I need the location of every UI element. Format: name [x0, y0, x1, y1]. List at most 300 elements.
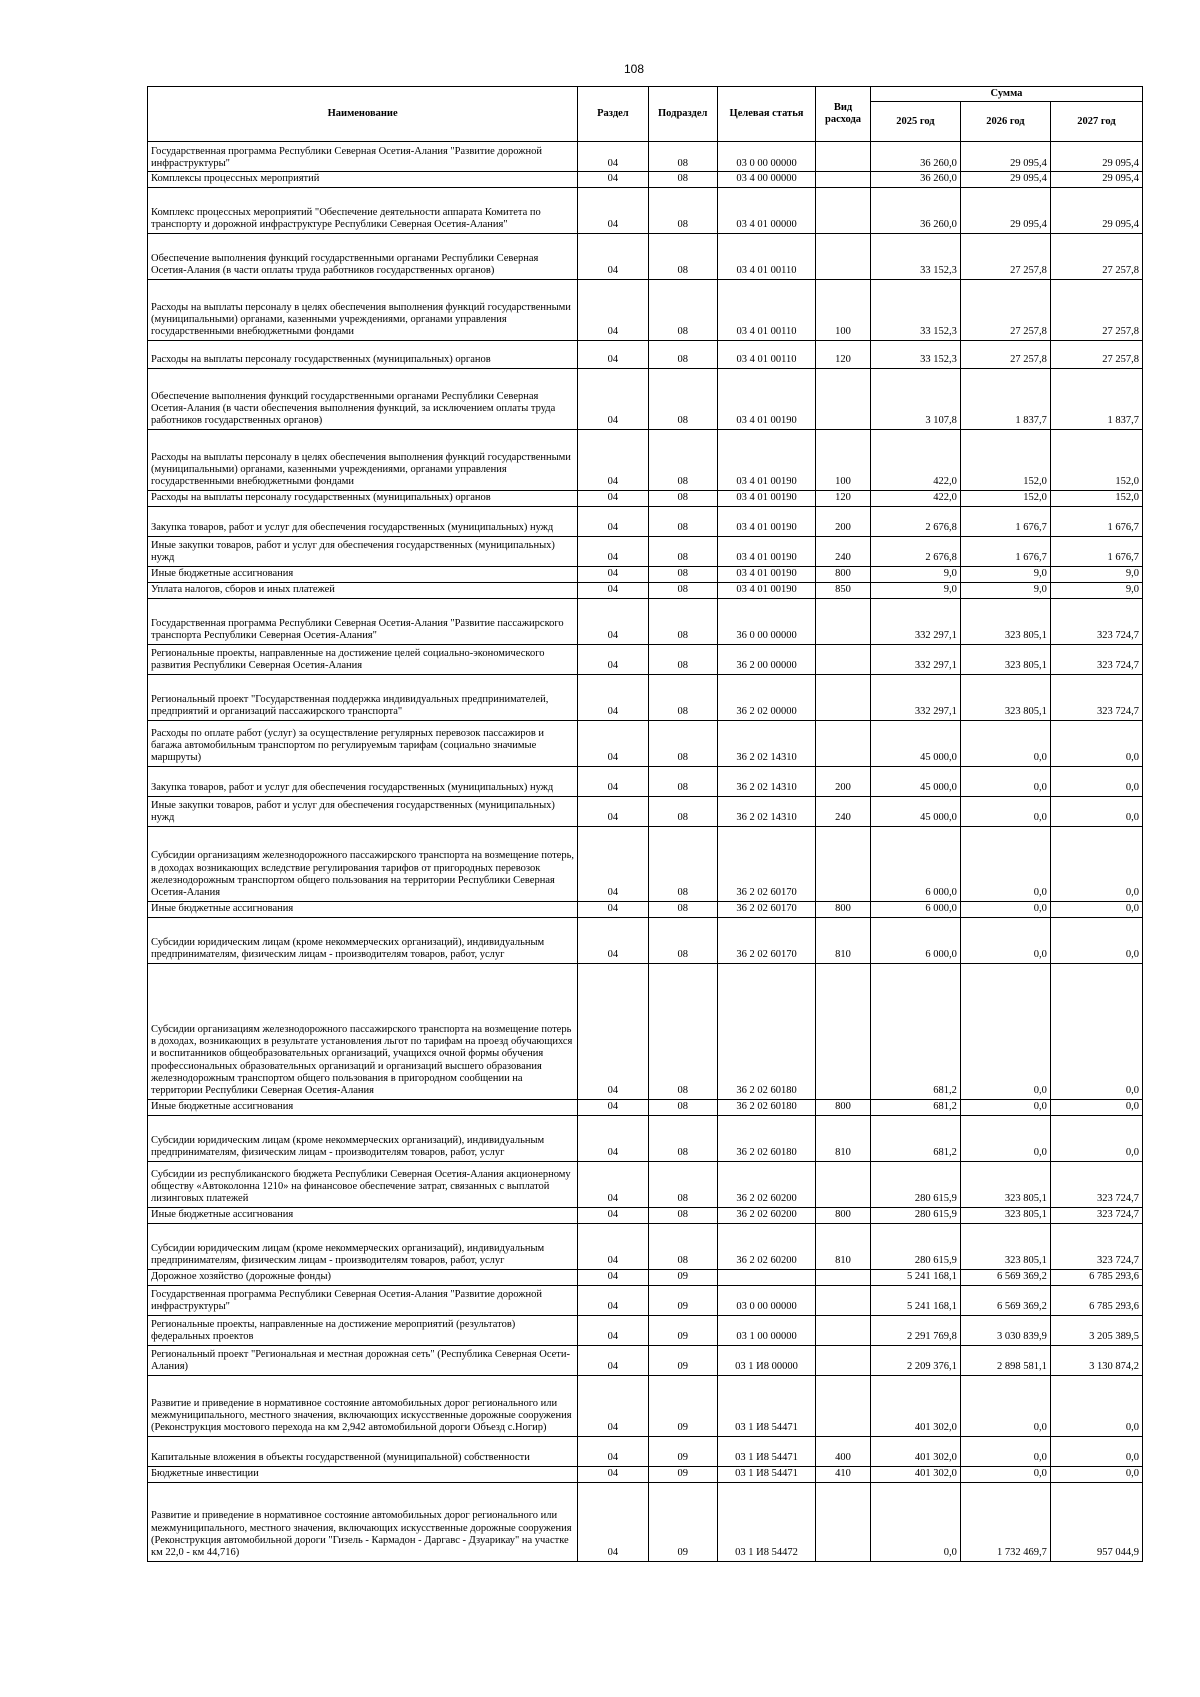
row-name: Расходы на выплаты персоналу в целях обеспечения выполнения функций государственными (муниципальными) органами, казенными учреждениями, органами управления государственными внебюджетными фондами: [148, 429, 578, 490]
row-2025: 422,0: [870, 490, 960, 506]
row-2027: 3 130 874,2: [1050, 1345, 1142, 1375]
row-subsection: 08: [648, 1223, 717, 1269]
row-subsection: 08: [648, 429, 717, 490]
table-row: [148, 172, 1143, 187]
row-name: Государственная программа Республики Северная Осетия-Алания "Развитие дорожной инфраструктуры": [148, 142, 578, 172]
row-2026: 6 569 369,2: [960, 1269, 1050, 1285]
row-2025: 6 000,0: [870, 901, 960, 917]
row-2026: 0,0: [960, 901, 1050, 917]
row-target: 03 4 01 00110: [717, 340, 815, 368]
row-name: Субсидии юридическим лицам (кроме некоммерческих организаций), индивидуальным предпринимателям, физическим лицам - производителям товаров, работ, услуг: [148, 917, 578, 963]
row-2027: 152,0: [1050, 429, 1142, 490]
row-2026: 323 805,1: [960, 598, 1050, 644]
row-subsection: 08: [648, 279, 717, 340]
row-2025: 2 209 376,1: [870, 1345, 960, 1375]
row-target: 03 4 01 00190: [717, 566, 815, 582]
row-2025: 401 302,0: [870, 1375, 960, 1436]
row-subsection: 08: [648, 536, 717, 566]
row-section: 04: [578, 506, 648, 536]
row-subsection: 09: [648, 1285, 717, 1315]
row-2026: 323 805,1: [960, 1161, 1050, 1207]
row-2027: 0,0: [1050, 1099, 1142, 1115]
row-2025: 9,0: [870, 566, 960, 582]
row-name: Иные закупки товаров, работ и услуг для обеспечения государственных (муниципальных) нужд: [148, 536, 578, 566]
table-row: [148, 766, 1143, 796]
table-row: [148, 674, 1143, 720]
row-2027: 0,0: [1050, 1466, 1142, 1482]
row-expense-type: [816, 368, 871, 429]
row-2026: 1 676,7: [960, 536, 1050, 566]
row-section: 04: [578, 826, 648, 901]
row-name: Иные бюджетные ассигнования: [148, 566, 578, 582]
row-2026: 0,0: [960, 1115, 1050, 1161]
row-subsection: 09: [648, 1375, 717, 1436]
row-name: Региональные проекты, направленные на достижение целей социально-экономического развития Республики Северная Осетия-Алания: [148, 644, 578, 674]
row-2027: 0,0: [1050, 766, 1142, 796]
header-sum: Сумма: [870, 87, 1142, 102]
budget-table: [147, 86, 1143, 1562]
row-section: 04: [578, 233, 648, 279]
row-name: Закупка товаров, работ и услуг для обеспечения государственных (муниципальных) нужд: [148, 766, 578, 796]
row-subsection: 08: [648, 644, 717, 674]
table-row: [148, 1115, 1143, 1161]
row-expense-type: [816, 644, 871, 674]
row-subsection: 09: [648, 1436, 717, 1466]
row-expense-type: [816, 1285, 871, 1315]
row-target: 03 4 01 00190: [717, 536, 815, 566]
row-section: 04: [578, 566, 648, 582]
row-name: Уплата налогов, сборов и иных платежей: [148, 582, 578, 598]
table-row: [148, 917, 1143, 963]
row-section: 04: [578, 1207, 648, 1223]
row-target: 36 2 00 00000: [717, 644, 815, 674]
row-2025: 280 615,9: [870, 1161, 960, 1207]
row-2027: 1 676,7: [1050, 506, 1142, 536]
row-target: 03 0 00 00000: [717, 1285, 815, 1315]
header-section: Раздел: [578, 87, 648, 142]
row-expense-type: [816, 1345, 871, 1375]
row-2027: 29 095,4: [1050, 172, 1142, 187]
row-subsection: 08: [648, 172, 717, 187]
row-target: 36 2 02 60170: [717, 901, 815, 917]
table-row: [148, 233, 1143, 279]
row-2025: 5 241 168,1: [870, 1269, 960, 1285]
table-row: [148, 429, 1143, 490]
row-2025: 280 615,9: [870, 1207, 960, 1223]
row-2026: 1 837,7: [960, 368, 1050, 429]
row-2025: 332 297,1: [870, 674, 960, 720]
header-2027: 2027 год: [1050, 102, 1142, 142]
row-section: 04: [578, 187, 648, 233]
row-2027: 323 724,7: [1050, 644, 1142, 674]
row-2027: 0,0: [1050, 1115, 1142, 1161]
row-2025: 0,0: [870, 1482, 960, 1561]
row-2026: 0,0: [960, 766, 1050, 796]
row-target: 36 2 02 60170: [717, 826, 815, 901]
row-2027: 1 837,7: [1050, 368, 1142, 429]
row-subsection: 09: [648, 1482, 717, 1561]
row-section: 04: [578, 1436, 648, 1466]
table-row: [148, 1436, 1143, 1466]
row-2025: 45 000,0: [870, 766, 960, 796]
row-2026: 6 569 369,2: [960, 1285, 1050, 1315]
row-2025: 681,2: [870, 1115, 960, 1161]
row-2027: 27 257,8: [1050, 340, 1142, 368]
row-2025: 3 107,8: [870, 368, 960, 429]
row-section: 04: [578, 1285, 648, 1315]
row-2025: 33 152,3: [870, 279, 960, 340]
row-2027: 323 724,7: [1050, 1161, 1142, 1207]
row-name: Иные бюджетные ассигнования: [148, 1099, 578, 1115]
row-section: 04: [578, 536, 648, 566]
row-section: 04: [578, 1099, 648, 1115]
table-row: [148, 1315, 1143, 1345]
row-target: 03 4 01 00190: [717, 429, 815, 490]
row-2026: 0,0: [960, 1099, 1050, 1115]
row-expense-type: [816, 1375, 871, 1436]
table-row: [148, 566, 1143, 582]
row-2027: 323 724,7: [1050, 1223, 1142, 1269]
table-row: [148, 720, 1143, 766]
row-2025: 401 302,0: [870, 1436, 960, 1466]
row-section: 04: [578, 1482, 648, 1561]
row-section: 04: [578, 1223, 648, 1269]
row-2026: 0,0: [960, 796, 1050, 826]
row-subsection: 08: [648, 720, 717, 766]
row-expense-type: [816, 187, 871, 233]
row-target: 03 4 01 00000: [717, 187, 815, 233]
row-2026: 0,0: [960, 826, 1050, 901]
table-header: [148, 87, 1143, 142]
row-name: Капитальные вложения в объекты государственной (муниципальной) собственности: [148, 1436, 578, 1466]
row-2025: 45 000,0: [870, 796, 960, 826]
row-target: 36 2 02 60200: [717, 1207, 815, 1223]
row-name: Бюджетные инвестиции: [148, 1466, 578, 1482]
row-expense-type: [816, 720, 871, 766]
row-expense-type: 810: [816, 1223, 871, 1269]
row-2027: 29 095,4: [1050, 187, 1142, 233]
row-subsection: 08: [648, 674, 717, 720]
row-name: Государственная программа Республики Северная Осетия-Алания "Развитие дорожной инфраструктуры": [148, 1285, 578, 1315]
row-expense-type: [816, 172, 871, 187]
row-subsection: 08: [648, 506, 717, 536]
row-name: Развитие и приведение в нормативное состояние автомобильных дорог регионального или межмуниципального, местного значения, включающих искусственные дорожные сооружения (Реконструкция мостового перехода на км 2,942 автомобильной дороги Объезд с.Ногир): [148, 1375, 578, 1436]
row-2027: 0,0: [1050, 901, 1142, 917]
row-subsection: 08: [648, 566, 717, 582]
row-name: Субсидии организациям железнодорожного пассажирского транспорта на возмещение потерь в доходах, возникающих в результате установления льгот по тарифам на проезд обучающихся и воспитанников общеобразовательных организаций, учащихся очной формы обучения профессиональных образовательных организаций и организаций высшего образования железнодорожным транспортом общего пользования в пригородном сообщении на территории Республики Северная Осетия-Алания: [148, 963, 578, 1099]
row-2026: 27 257,8: [960, 233, 1050, 279]
row-target: 36 2 02 60180: [717, 963, 815, 1099]
table-body: [148, 142, 1143, 1561]
table-row: [148, 796, 1143, 826]
row-target: 36 2 02 14310: [717, 720, 815, 766]
row-2027: 0,0: [1050, 1436, 1142, 1466]
row-2026: 1 676,7: [960, 506, 1050, 536]
row-expense-type: [816, 1482, 871, 1561]
row-subsection: 08: [648, 1115, 717, 1161]
row-2027: 27 257,8: [1050, 279, 1142, 340]
row-2027: 1 676,7: [1050, 536, 1142, 566]
row-2025: 280 615,9: [870, 1223, 960, 1269]
row-2027: 0,0: [1050, 963, 1142, 1099]
row-expense-type: 810: [816, 1115, 871, 1161]
row-subsection: 08: [648, 1161, 717, 1207]
row-subsection: 08: [648, 796, 717, 826]
row-2025: 5 241 168,1: [870, 1285, 960, 1315]
row-name: Расходы на выплаты персоналу государственных (муниципальных) органов: [148, 490, 578, 506]
row-section: 04: [578, 1315, 648, 1345]
row-subsection: 08: [648, 142, 717, 172]
row-expense-type: [816, 142, 871, 172]
row-name: Субсидии организациям железнодорожного пассажирского транспорта на возмещение потерь, в доходах возникающих вследствие регулирования тарифов от пригородных перевозок железнодорожным транспортом общего пользования на территории Республики Северная Осетия-Алания: [148, 826, 578, 901]
row-target: 03 1 И8 54471: [717, 1466, 815, 1482]
row-section: 04: [578, 1345, 648, 1375]
row-name: Иные закупки товаров, работ и услуг для обеспечения государственных (муниципальных) нужд: [148, 796, 578, 826]
row-subsection: 08: [648, 368, 717, 429]
row-expense-type: 100: [816, 279, 871, 340]
row-name: Комплекс процессных мероприятий "Обеспечение деятельности аппарата Комитета по транспорту и дорожной инфраструктуре Республики Северная Осетия-Алания": [148, 187, 578, 233]
row-2026: 0,0: [960, 917, 1050, 963]
row-name: Расходы по оплате работ (услуг) за осуществление регулярных перевозок пассажиров и багажа автомобильным транспортом по регулируемым тарифам (социально значимые маршруты): [148, 720, 578, 766]
table-row: [148, 368, 1143, 429]
row-2027: 3 205 389,5: [1050, 1315, 1142, 1345]
page-number: 108: [623, 62, 645, 76]
row-expense-type: 800: [816, 1099, 871, 1115]
row-2027: 152,0: [1050, 490, 1142, 506]
header-target: Целевая статья: [717, 87, 815, 142]
table-row: [148, 1285, 1143, 1315]
table-row: [148, 1207, 1143, 1223]
row-2025: 332 297,1: [870, 598, 960, 644]
row-target: 03 4 01 00190: [717, 506, 815, 536]
row-2027: 6 785 293,6: [1050, 1269, 1142, 1285]
row-section: 04: [578, 963, 648, 1099]
row-2026: 27 257,8: [960, 279, 1050, 340]
row-2026: 29 095,4: [960, 142, 1050, 172]
row-section: 04: [578, 917, 648, 963]
row-name: Региональные проекты, направленные на достижение мероприятий (результатов) федеральных проектов: [148, 1315, 578, 1345]
row-name: Государственная программа Республики Северная Осетия-Алания "Развитие пассажирского транспорта Республики Северная Осетия-Алания": [148, 598, 578, 644]
table-row: [148, 506, 1143, 536]
row-section: 04: [578, 1375, 648, 1436]
header-subsection: Подраздел: [648, 87, 717, 142]
row-expense-type: [816, 1161, 871, 1207]
row-2026: 152,0: [960, 490, 1050, 506]
row-subsection: 09: [648, 1269, 717, 1285]
row-expense-type: 200: [816, 506, 871, 536]
row-subsection: 08: [648, 901, 717, 917]
row-expense-type: [816, 233, 871, 279]
row-target: 03 4 01 00110: [717, 279, 815, 340]
row-expense-type: 240: [816, 536, 871, 566]
row-expense-type: 120: [816, 340, 871, 368]
row-target: 36 2 02 60170: [717, 917, 815, 963]
header-2025: 2025 год: [870, 102, 960, 142]
table-row: [148, 1345, 1143, 1375]
row-subsection: 08: [648, 917, 717, 963]
row-2027: 323 724,7: [1050, 598, 1142, 644]
row-name: Региональный проект "Региональная и местная дорожная сеть" (Республика Северная Осети-Алания): [148, 1345, 578, 1375]
header-2026: 2026 год: [960, 102, 1050, 142]
row-section: 04: [578, 429, 648, 490]
row-2025: 332 297,1: [870, 644, 960, 674]
row-name: Субсидии юридическим лицам (кроме некоммерческих организаций), индивидуальным предпринимателям, физическим лицам - производителям товаров, работ, услуг: [148, 1115, 578, 1161]
row-name: Закупка товаров, работ и услуг для обеспечения государственных (муниципальных) нужд: [148, 506, 578, 536]
row-2027: 29 095,4: [1050, 142, 1142, 172]
table-row: [148, 582, 1143, 598]
row-2026: 0,0: [960, 1466, 1050, 1482]
row-section: 04: [578, 490, 648, 506]
row-target: 03 4 01 00190: [717, 368, 815, 429]
row-subsection: 08: [648, 826, 717, 901]
row-target: 36 2 02 14310: [717, 796, 815, 826]
row-2026: 323 805,1: [960, 1223, 1050, 1269]
row-name: Развитие и приведение в нормативное состояние автомобильных дорог регионального или межмуниципального, местного значения, включающих искусственные дорожные сооружения (Реконструкция автомобильной дороги "Гизель - Кармадон - Даргавс - Дзуарикау" на участке км 22,0 - км 44,716): [148, 1482, 578, 1561]
row-subsection: 08: [648, 1207, 717, 1223]
row-name: Обеспечение выполнения функций государственными органами Республики Северная Осетия-Алания (в части оплаты труда работников государственных органов): [148, 233, 578, 279]
row-target: 36 2 02 60180: [717, 1115, 815, 1161]
table-row: [148, 901, 1143, 917]
row-2025: 2 676,8: [870, 536, 960, 566]
row-2025: 36 260,0: [870, 142, 960, 172]
row-2027: 6 785 293,6: [1050, 1285, 1142, 1315]
table-row: [148, 963, 1143, 1099]
row-2026: 323 805,1: [960, 674, 1050, 720]
row-expense-type: 800: [816, 901, 871, 917]
row-subsection: 08: [648, 963, 717, 1099]
table-row: [148, 142, 1143, 172]
row-subsection: 08: [648, 340, 717, 368]
row-2026: 0,0: [960, 1375, 1050, 1436]
row-name: Обеспечение выполнения функций государственными органами Республики Северная Осетия-Алания (в части обеспечения выполнения функций, за исключением оплаты труда работников государственных органов): [148, 368, 578, 429]
row-2025: 6 000,0: [870, 917, 960, 963]
row-expense-type: [816, 963, 871, 1099]
row-section: 04: [578, 1161, 648, 1207]
row-2027: 0,0: [1050, 917, 1142, 963]
row-2025: 681,2: [870, 963, 960, 1099]
row-2026: 27 257,8: [960, 340, 1050, 368]
row-subsection: 08: [648, 598, 717, 644]
row-name: Субсидии юридическим лицам (кроме некоммерческих организаций), индивидуальным предпринимателям, физическим лицам - производителям товаров, работ, услуг: [148, 1223, 578, 1269]
table-row: [148, 536, 1143, 566]
row-subsection: 08: [648, 582, 717, 598]
row-target: 03 4 01 00110: [717, 233, 815, 279]
row-2027: 957 044,9: [1050, 1482, 1142, 1561]
row-2027: 9,0: [1050, 582, 1142, 598]
row-expense-type: 800: [816, 1207, 871, 1223]
row-2026: 152,0: [960, 429, 1050, 490]
row-section: 04: [578, 796, 648, 826]
row-name: Комплексы процессных мероприятий: [148, 172, 578, 187]
row-subsection: 08: [648, 187, 717, 233]
row-2026: 3 030 839,9: [960, 1315, 1050, 1345]
row-name: Дорожное хозяйство (дорожные фонды): [148, 1269, 578, 1285]
row-2026: 323 805,1: [960, 1207, 1050, 1223]
row-target: 03 4 01 00190: [717, 490, 815, 506]
row-2027: 0,0: [1050, 796, 1142, 826]
row-2025: 33 152,3: [870, 233, 960, 279]
row-2027: 323 724,7: [1050, 1207, 1142, 1223]
row-expense-type: [816, 674, 871, 720]
table-row: [148, 598, 1143, 644]
row-target: 36 2 02 60200: [717, 1223, 815, 1269]
row-2026: 0,0: [960, 1436, 1050, 1466]
row-expense-type: 810: [816, 917, 871, 963]
row-expense-type: 410: [816, 1466, 871, 1482]
row-expense-type: [816, 598, 871, 644]
row-expense-type: [816, 1315, 871, 1345]
row-section: 04: [578, 1115, 648, 1161]
row-section: 04: [578, 368, 648, 429]
row-2026: 0,0: [960, 963, 1050, 1099]
table-row: [148, 1223, 1143, 1269]
row-subsection: 08: [648, 233, 717, 279]
row-subsection: 09: [648, 1345, 717, 1375]
row-subsection: 09: [648, 1315, 717, 1345]
row-target: [717, 1269, 815, 1285]
row-2027: 0,0: [1050, 826, 1142, 901]
row-target: 36 2 02 14310: [717, 766, 815, 796]
row-section: 04: [578, 582, 648, 598]
row-section: 04: [578, 340, 648, 368]
row-target: 36 2 02 60200: [717, 1161, 815, 1207]
row-2025: 2 291 769,8: [870, 1315, 960, 1345]
row-target: 03 4 01 00190: [717, 582, 815, 598]
row-section: 04: [578, 720, 648, 766]
row-expense-type: [816, 826, 871, 901]
row-subsection: 08: [648, 1099, 717, 1115]
row-2025: 2 676,8: [870, 506, 960, 536]
row-target: 36 2 02 60180: [717, 1099, 815, 1115]
header-name: Наименование: [148, 87, 578, 142]
row-2026: 29 095,4: [960, 172, 1050, 187]
row-target: 03 1 И8 54471: [717, 1375, 815, 1436]
row-target: 36 2 02 00000: [717, 674, 815, 720]
row-section: 04: [578, 901, 648, 917]
table-row: [148, 826, 1143, 901]
row-2025: 401 302,0: [870, 1466, 960, 1482]
row-section: 04: [578, 279, 648, 340]
row-2027: 0,0: [1050, 1375, 1142, 1436]
row-target: 03 1 И8 54472: [717, 1482, 815, 1561]
row-section: 04: [578, 1269, 648, 1285]
row-expense-type: 400: [816, 1436, 871, 1466]
row-name: Расходы на выплаты персоналу государственных (муниципальных) органов: [148, 340, 578, 368]
row-expense-type: 200: [816, 766, 871, 796]
row-section: 04: [578, 142, 648, 172]
row-target: 03 1 И8 54471: [717, 1436, 815, 1466]
row-2025: 6 000,0: [870, 826, 960, 901]
row-2027: 9,0: [1050, 566, 1142, 582]
table-row: [148, 1099, 1143, 1115]
row-2027: 27 257,8: [1050, 233, 1142, 279]
row-section: 04: [578, 674, 648, 720]
row-2026: 29 095,4: [960, 187, 1050, 233]
row-section: 04: [578, 1466, 648, 1482]
row-name: Субсидии из республиканского бюджета Республики Северная Осетия-Алания акционерному обществу «Автоколонна 1210» на финансовое обеспечение затрат, связанных с выплатой лизинговых платежей: [148, 1161, 578, 1207]
table-row: [148, 1269, 1143, 1285]
row-2027: 323 724,7: [1050, 674, 1142, 720]
row-section: 04: [578, 644, 648, 674]
row-2025: 9,0: [870, 582, 960, 598]
table-row: [148, 1161, 1143, 1207]
table-row: [148, 1482, 1143, 1561]
row-name: Расходы на выплаты персоналу в целях обеспечения выполнения функций государственными (муниципальными) органами, казенными учреждениями, органами управления государственными внебюджетными фондами: [148, 279, 578, 340]
row-expense-type: 120: [816, 490, 871, 506]
row-2027: 0,0: [1050, 720, 1142, 766]
row-subsection: 08: [648, 490, 717, 506]
row-2025: 45 000,0: [870, 720, 960, 766]
